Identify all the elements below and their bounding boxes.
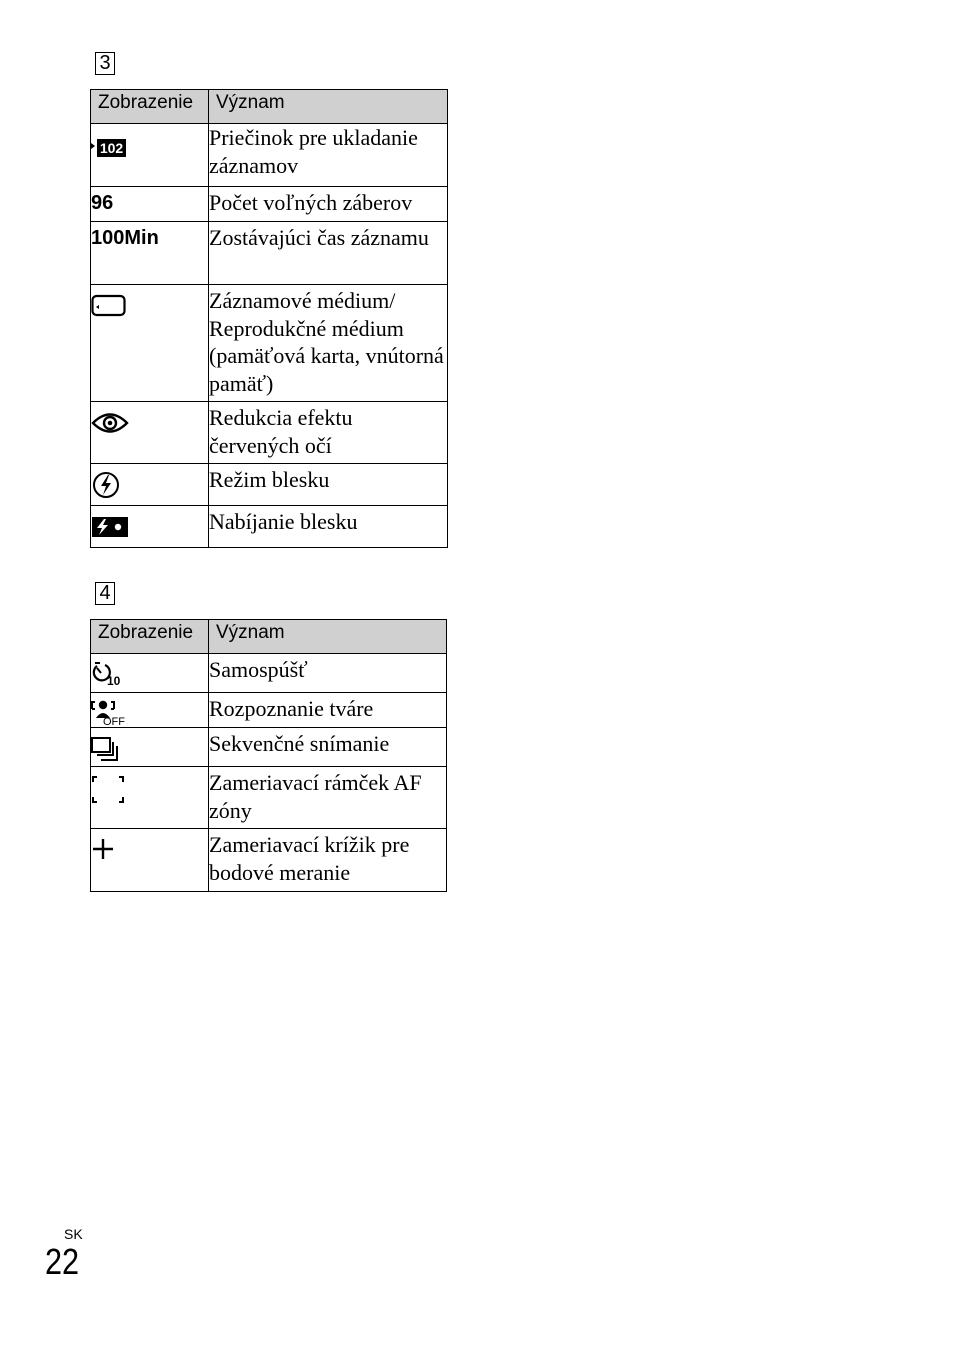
folder-102-icon bbox=[91, 138, 127, 158]
self-timer-icon bbox=[91, 661, 127, 687]
table-row bbox=[91, 728, 447, 767]
section-number-4: 4 bbox=[95, 582, 115, 605]
display-cell bbox=[91, 767, 209, 829]
table-section-3 bbox=[90, 89, 448, 548]
meaning-cell: Režim blesku bbox=[209, 464, 448, 506]
column-header-display: Zobrazenie bbox=[91, 90, 209, 124]
remaining-shots-value: 96 bbox=[91, 192, 114, 214]
display-cell bbox=[91, 222, 209, 285]
table-header-row bbox=[91, 90, 448, 124]
display-cell bbox=[91, 402, 209, 464]
table-row bbox=[91, 402, 448, 464]
table-row bbox=[91, 829, 447, 892]
table-row bbox=[91, 506, 448, 548]
table-row bbox=[91, 285, 448, 402]
table-row bbox=[91, 124, 448, 187]
meaning-cell: Nabíjanie blesku bbox=[209, 506, 448, 548]
self-timer-seconds-text: 10 bbox=[107, 674, 121, 687]
display-cell bbox=[91, 728, 209, 767]
burst-shooting-icon bbox=[91, 737, 123, 763]
table-row bbox=[91, 767, 447, 829]
table-section-4 bbox=[90, 619, 447, 892]
meaning-cell: Zameriavací rámček AF zóny bbox=[209, 767, 447, 829]
display-cell bbox=[91, 506, 209, 548]
flash-mode-icon bbox=[91, 471, 121, 499]
remaining-time-value: 100Min bbox=[91, 227, 159, 249]
page-language-label: SK bbox=[64, 1226, 83, 1242]
table-row bbox=[91, 222, 448, 285]
display-cell bbox=[91, 187, 209, 222]
meaning-cell: Priečinok pre ukladanie záznamov bbox=[209, 124, 448, 187]
section-number-3: 3 bbox=[95, 52, 115, 75]
meaning-cell: Samospúšť bbox=[209, 654, 447, 693]
display-cell bbox=[91, 829, 209, 892]
meaning-cell: Rozpoznanie tváre bbox=[209, 693, 447, 728]
meaning-cell: Počet voľných záberov bbox=[209, 187, 448, 222]
meaning-cell: Redukcia efektu červených očí bbox=[209, 402, 448, 464]
display-cell bbox=[91, 124, 209, 187]
table-header-row bbox=[91, 620, 447, 654]
af-frame-icon bbox=[91, 775, 127, 805]
column-header-meaning: Význam bbox=[209, 620, 447, 654]
folder-number-text: 102 bbox=[99, 140, 124, 156]
table-row bbox=[91, 464, 448, 506]
column-header-meaning: Význam bbox=[209, 90, 448, 124]
display-cell bbox=[91, 464, 209, 506]
meaning-cell: Sekvenčné snímanie bbox=[209, 728, 447, 767]
red-eye-icon bbox=[91, 410, 129, 436]
table-row bbox=[91, 187, 448, 222]
page-number: 22 bbox=[45, 1241, 80, 1282]
face-detection-off-icon bbox=[91, 698, 131, 726]
column-header-display: Zobrazenie bbox=[91, 620, 209, 654]
table-row bbox=[91, 693, 447, 728]
spot-metering-crosshair-icon bbox=[91, 837, 117, 863]
display-cell bbox=[91, 693, 209, 728]
display-cell bbox=[91, 285, 209, 402]
flash-charging-icon bbox=[91, 516, 129, 538]
meaning-cell: Zostávajúci čas záznamu bbox=[209, 222, 448, 285]
table-row bbox=[91, 654, 447, 693]
display-cell bbox=[91, 654, 209, 693]
meaning-cell: Záznamové médium/ Reprodukčné médium (pamäťová karta, vnútorná pamäť) bbox=[209, 285, 448, 402]
face-detection-off-text: OFF bbox=[103, 716, 125, 726]
meaning-cell: Zameriavací krížik pre bodové meranie bbox=[209, 829, 447, 892]
memory-card-icon bbox=[91, 294, 127, 318]
